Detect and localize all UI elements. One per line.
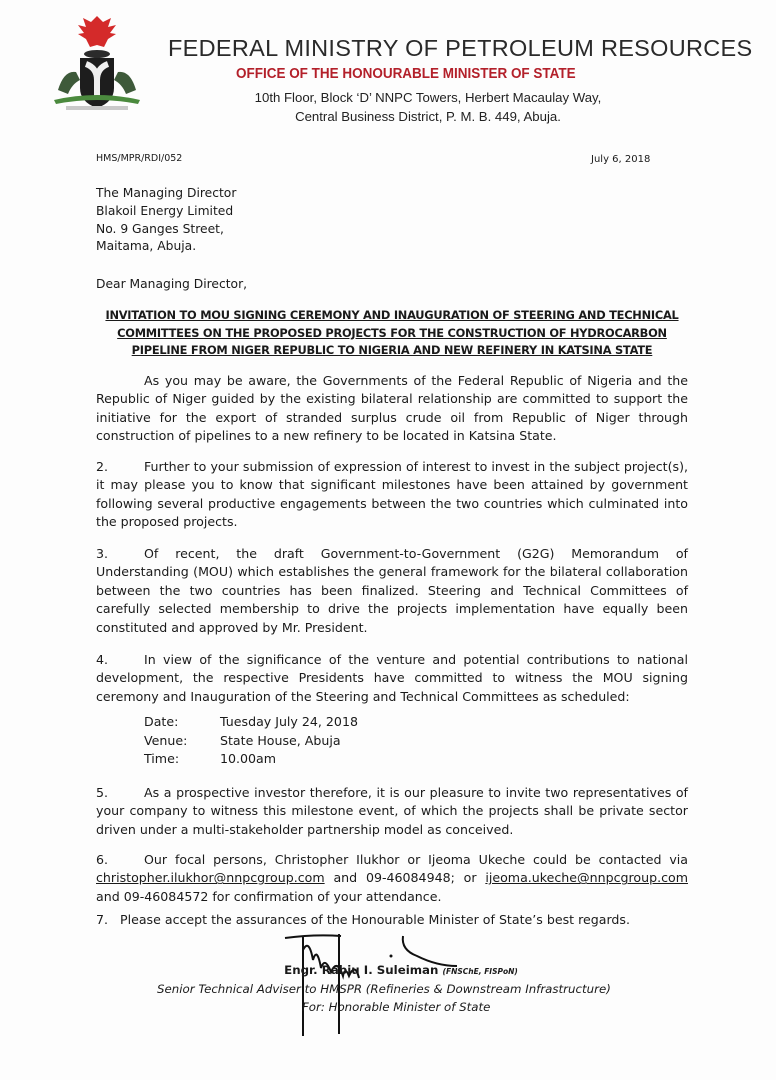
schedule-label: Date:	[144, 714, 179, 729]
paragraph-4	[96, 651, 688, 706]
office-address-line1: 10th Floor, Block ‘D’ NNPC Towers, Herbert Macaulay Way,	[254, 90, 602, 105]
paragraph-number: 4.	[96, 652, 109, 667]
email-link-ijeoma[interactable]: ijeoma.ukeche@nnpcgroup.com	[485, 870, 688, 886]
reference-number: HMS/MPR/RDI/052	[96, 153, 183, 164]
paragraph-number: 6.	[96, 852, 109, 867]
schedule-value: State House, Abuja	[220, 732, 341, 748]
paragraph-text: Further to your submission of expression of interest to invest in the subject project(s), it may please you to know that significant milestones have been attained by government following several productive engagements between the two countries which culminated into the proposed projects.	[96, 459, 688, 530]
salutation: Dear Managing Director,	[96, 277, 248, 291]
paragraph-7	[96, 911, 688, 929]
paragraph-text: As a prospective investor therefore, it is our pleasure to invite two representatives of your company to witness this milestone event, of which the projects shall be private sector driven under a multi-stakeholder partnership model as conceived.	[96, 785, 688, 837]
signatory-name-text: Engr. Rabiu I. Suleiman	[284, 963, 439, 977]
office-address-line2: Central Business District, P. M. B. 449, Abuja.	[295, 109, 561, 124]
paragraph-number: 7.	[96, 912, 109, 927]
paragraph-6	[96, 851, 688, 906]
subject-line: INVITATION TO MOU SIGNING CEREMONY AND INAUGURATION OF STEERING AND TECHNICAL	[105, 308, 679, 322]
recipient-address	[96, 185, 236, 256]
subject-line: PIPELINE FROM NIGER REPUBLIC TO NIGERIA AND NEW REFINERY IN KATSINA STATE	[131, 343, 653, 357]
paragraph-text: and 09-46084948; or	[333, 870, 477, 886]
schedule-label: Venue:	[144, 732, 188, 748]
letter-date: July 6, 2018	[591, 154, 651, 165]
subject-line: COMMITTEES ON THE PROPOSED PROJECTS FOR THE CONSTRUCTION OF HYDROCARBON	[117, 325, 667, 340]
recipient-line: Maitama, Abuja.	[96, 239, 197, 254]
paragraph-number: 3.	[96, 546, 109, 561]
paragraph-2	[96, 458, 688, 532]
event-schedule	[144, 713, 358, 769]
paragraph-text: As you may be aware, the Governments of the Federal Republic of Nigeria and the Republic of Niger guided by the existing bilateral relationship are committed to support the initiative for the export of stranded surplus crude oil from Republic of Niger through construction of pipelines to a new refinery to be located in Katsina State.	[96, 373, 688, 444]
paragraph-1	[96, 372, 688, 446]
signatory-name	[0, 963, 776, 977]
paragraph-text: Of recent, the draft Government-to-Government (G2G) Memorandum of Understanding (MOU) which establishes the general framework for the bilateral collaboration between the two countries has been finalized. Steering and Technical Committees of carefully selected membership to drive the projects implementation have equally been constituted and approved by Mr. President.	[96, 546, 688, 635]
paragraph-text: Please accept the assurances of the Honourable Minister of State’s best regards.	[120, 912, 630, 927]
schedule-value: Tuesday July 24, 2018	[220, 714, 358, 729]
recipient-line: No. 9 Ganges Street,	[96, 221, 224, 236]
signatory-title: Senior Technical Adviser to HMSPR (Refineries & Downstream Infrastructure)	[157, 982, 611, 996]
recipient-line: The Managing Director	[96, 186, 237, 200]
paragraph-text: Our focal persons, Christopher Ilukhor or Ijeoma Ukeche could be contacted via	[144, 852, 688, 867]
schedule-label: Time:	[144, 751, 180, 766]
paragraph-text: In view of the significance of the venture and potential contributions to national development, the respective Presidents have committed to witness the MOU signing ceremony and Inauguration of the Steering and Technical Committees as scheduled:	[96, 652, 688, 704]
paragraph-number: 5.	[96, 785, 109, 800]
signatory-postnominals: (FNSChE, FISPoN)	[442, 967, 518, 976]
ministry-name: FEDERAL MINISTRY OF PETROLEUM RESOURCES	[168, 35, 753, 61]
paragraph-number: 2.	[96, 459, 109, 474]
schedule-row-date	[144, 713, 358, 732]
schedule-row-time	[144, 750, 358, 769]
email-link-christopher[interactable]: christopher.ilukhor@nnpcgroup.com	[96, 870, 325, 886]
paragraph-5	[96, 784, 688, 839]
schedule-value: 10.00am	[220, 751, 277, 766]
paragraph-3	[96, 545, 688, 637]
schedule-row-venue	[144, 732, 358, 751]
office-name: OFFICE OF THE HONOURABLE MINISTER OF STATE	[236, 66, 576, 82]
recipient-line: Blakoil Energy Limited	[96, 203, 234, 218]
paragraph-text: and 09-46084572 for confirmation of your attendance.	[96, 888, 442, 904]
subject-heading	[96, 307, 688, 360]
signatory-for-line: For: Honorable Minister of State	[302, 1000, 491, 1014]
